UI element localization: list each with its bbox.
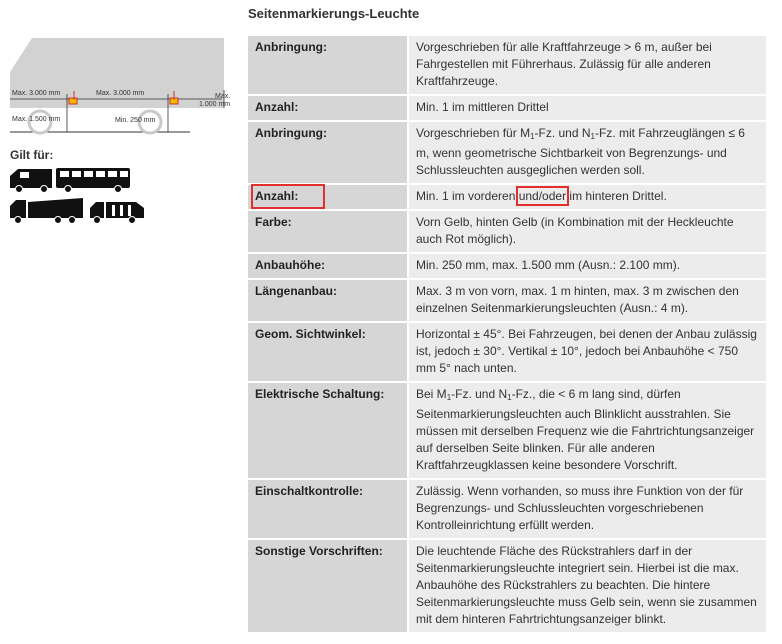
row-value: Max. 3 m von vorn, max. 1 m hinten, max. 3 m zwischen den einzelnen Seitenmarkierungsleuchten (Ausn.: 4 m).	[407, 280, 766, 323]
highlighted-label: Anzahl:	[255, 188, 321, 205]
highlighted-text: und/oder	[518, 189, 567, 203]
dim-between: Max. 3.000 mm	[96, 90, 145, 97]
row-value: Min. 1 im vorderen und/oder im hinteren Drittel.	[407, 185, 766, 211]
table-row	[248, 540, 766, 634]
row-label	[248, 185, 407, 211]
table-row	[248, 122, 766, 185]
row-label: Elektrische Schaltung:	[248, 383, 407, 480]
page-title: Seitenmarkierungs-Leuchte	[248, 6, 420, 21]
row-label: Anbringung:	[248, 122, 407, 185]
garbage-truck-icon	[90, 202, 144, 224]
dim-rear-label: Max.	[215, 93, 231, 100]
dim-rear-value: 1.000 mm	[199, 101, 231, 108]
row-label: Geom. Sichtwinkel:	[248, 323, 407, 383]
table-row	[248, 480, 766, 540]
row-value: Min. 250 mm, max. 1.500 mm (Ausn.: 2.100 mm).	[407, 254, 766, 280]
dim-min-height: Min. 250 mm	[115, 117, 156, 124]
row-label: Einschaltkontrolle:	[248, 480, 407, 540]
row-label: Farbe:	[248, 211, 407, 254]
row-label: Anbauhöhe:	[248, 254, 407, 280]
table-row	[248, 96, 766, 122]
table-row	[248, 36, 766, 96]
tipper-truck-icon	[10, 198, 83, 224]
dim-max-height: Max. 1.500 mm	[12, 116, 61, 123]
table-row	[248, 383, 766, 480]
vehicle-icons	[8, 166, 158, 228]
row-value: Bei $M_1-Fz$. und $N_1-Fz$., die < 6 m lang sind, dürfen Seitenmarkierungsleuchten auch Blinklicht ausstrahlen. Sie müssen mit derselben Frequenz wie die Fahrtrichtungsanzeiger auf derselben Seite blinken. Für alle anderen Kraftfahrzeugklassen keine besondere Vorschrift.	[407, 383, 766, 480]
table-row	[248, 323, 766, 383]
row-label: Längenanbau:	[248, 280, 407, 323]
dim-front: Max. 3.000 mm	[12, 90, 61, 97]
van-icon	[10, 169, 52, 193]
table-row	[248, 211, 766, 254]
row-value: Vorn Gelb, hinten Gelb (in Kombination mit der Heckleuchte auch Rot möglich).	[407, 211, 766, 254]
row-value: Min. 1 im mittleren Drittel	[407, 96, 766, 122]
specification-table	[248, 36, 766, 634]
table-row	[248, 185, 766, 211]
row-label: Anzahl:	[248, 96, 407, 122]
row-value: Vorgeschrieben für alle Kraftfahrzeuge > 6 m, außer bei Fahrgestellen mit Führerhaus. Zulässig für alle anderen Kraftfahrzeuge.	[407, 36, 766, 96]
row-label: Anbringung:	[248, 36, 407, 96]
applies-to-label: Gilt für:	[10, 148, 54, 162]
bus-icon	[56, 168, 130, 193]
table-row	[248, 254, 766, 280]
row-value: Zulässig. Wenn vorhanden, so muss ihre Funktion von der für Begrenzungs- und Schlussleuchten vorgeschriebenen Kontrolleinrichtung erfüllt werden.	[407, 480, 766, 540]
row-value: Vorgeschrieben für $M_1-Fz$. und $N_1-Fz$. mit Fahrzeuglängen ≤ 6 m, wenn geometrische Sichtbarkeit von Begrenzungs- und Schlussleuchten ausgeglichen werden soll.	[407, 122, 766, 185]
table-row	[248, 280, 766, 323]
row-value: Die leuchtende Fläche des Rückstrahlers darf in der Seitenmarkierungsleuchte integriert sein. Hierbei ist die max. Anbauhöhe des Rückstrahlers zu beachten. Die hintere Seitenmarkierungsleuchte muss Gelb sein, wenn sie zusammen mit dem hinteren Fahrtrichtungsanzeiger blinkt.	[407, 540, 766, 634]
row-label: Sonstige Vorschriften:	[248, 540, 407, 634]
row-value: Horizontal ± 45°. Bei Fahrzeugen, bei denen der Anbau zulässig ist, jedoch ± 30°. Vertikal ± 10°, jedoch bei Anbauhöhe < 750 mm 5° nach unten.	[407, 323, 766, 383]
